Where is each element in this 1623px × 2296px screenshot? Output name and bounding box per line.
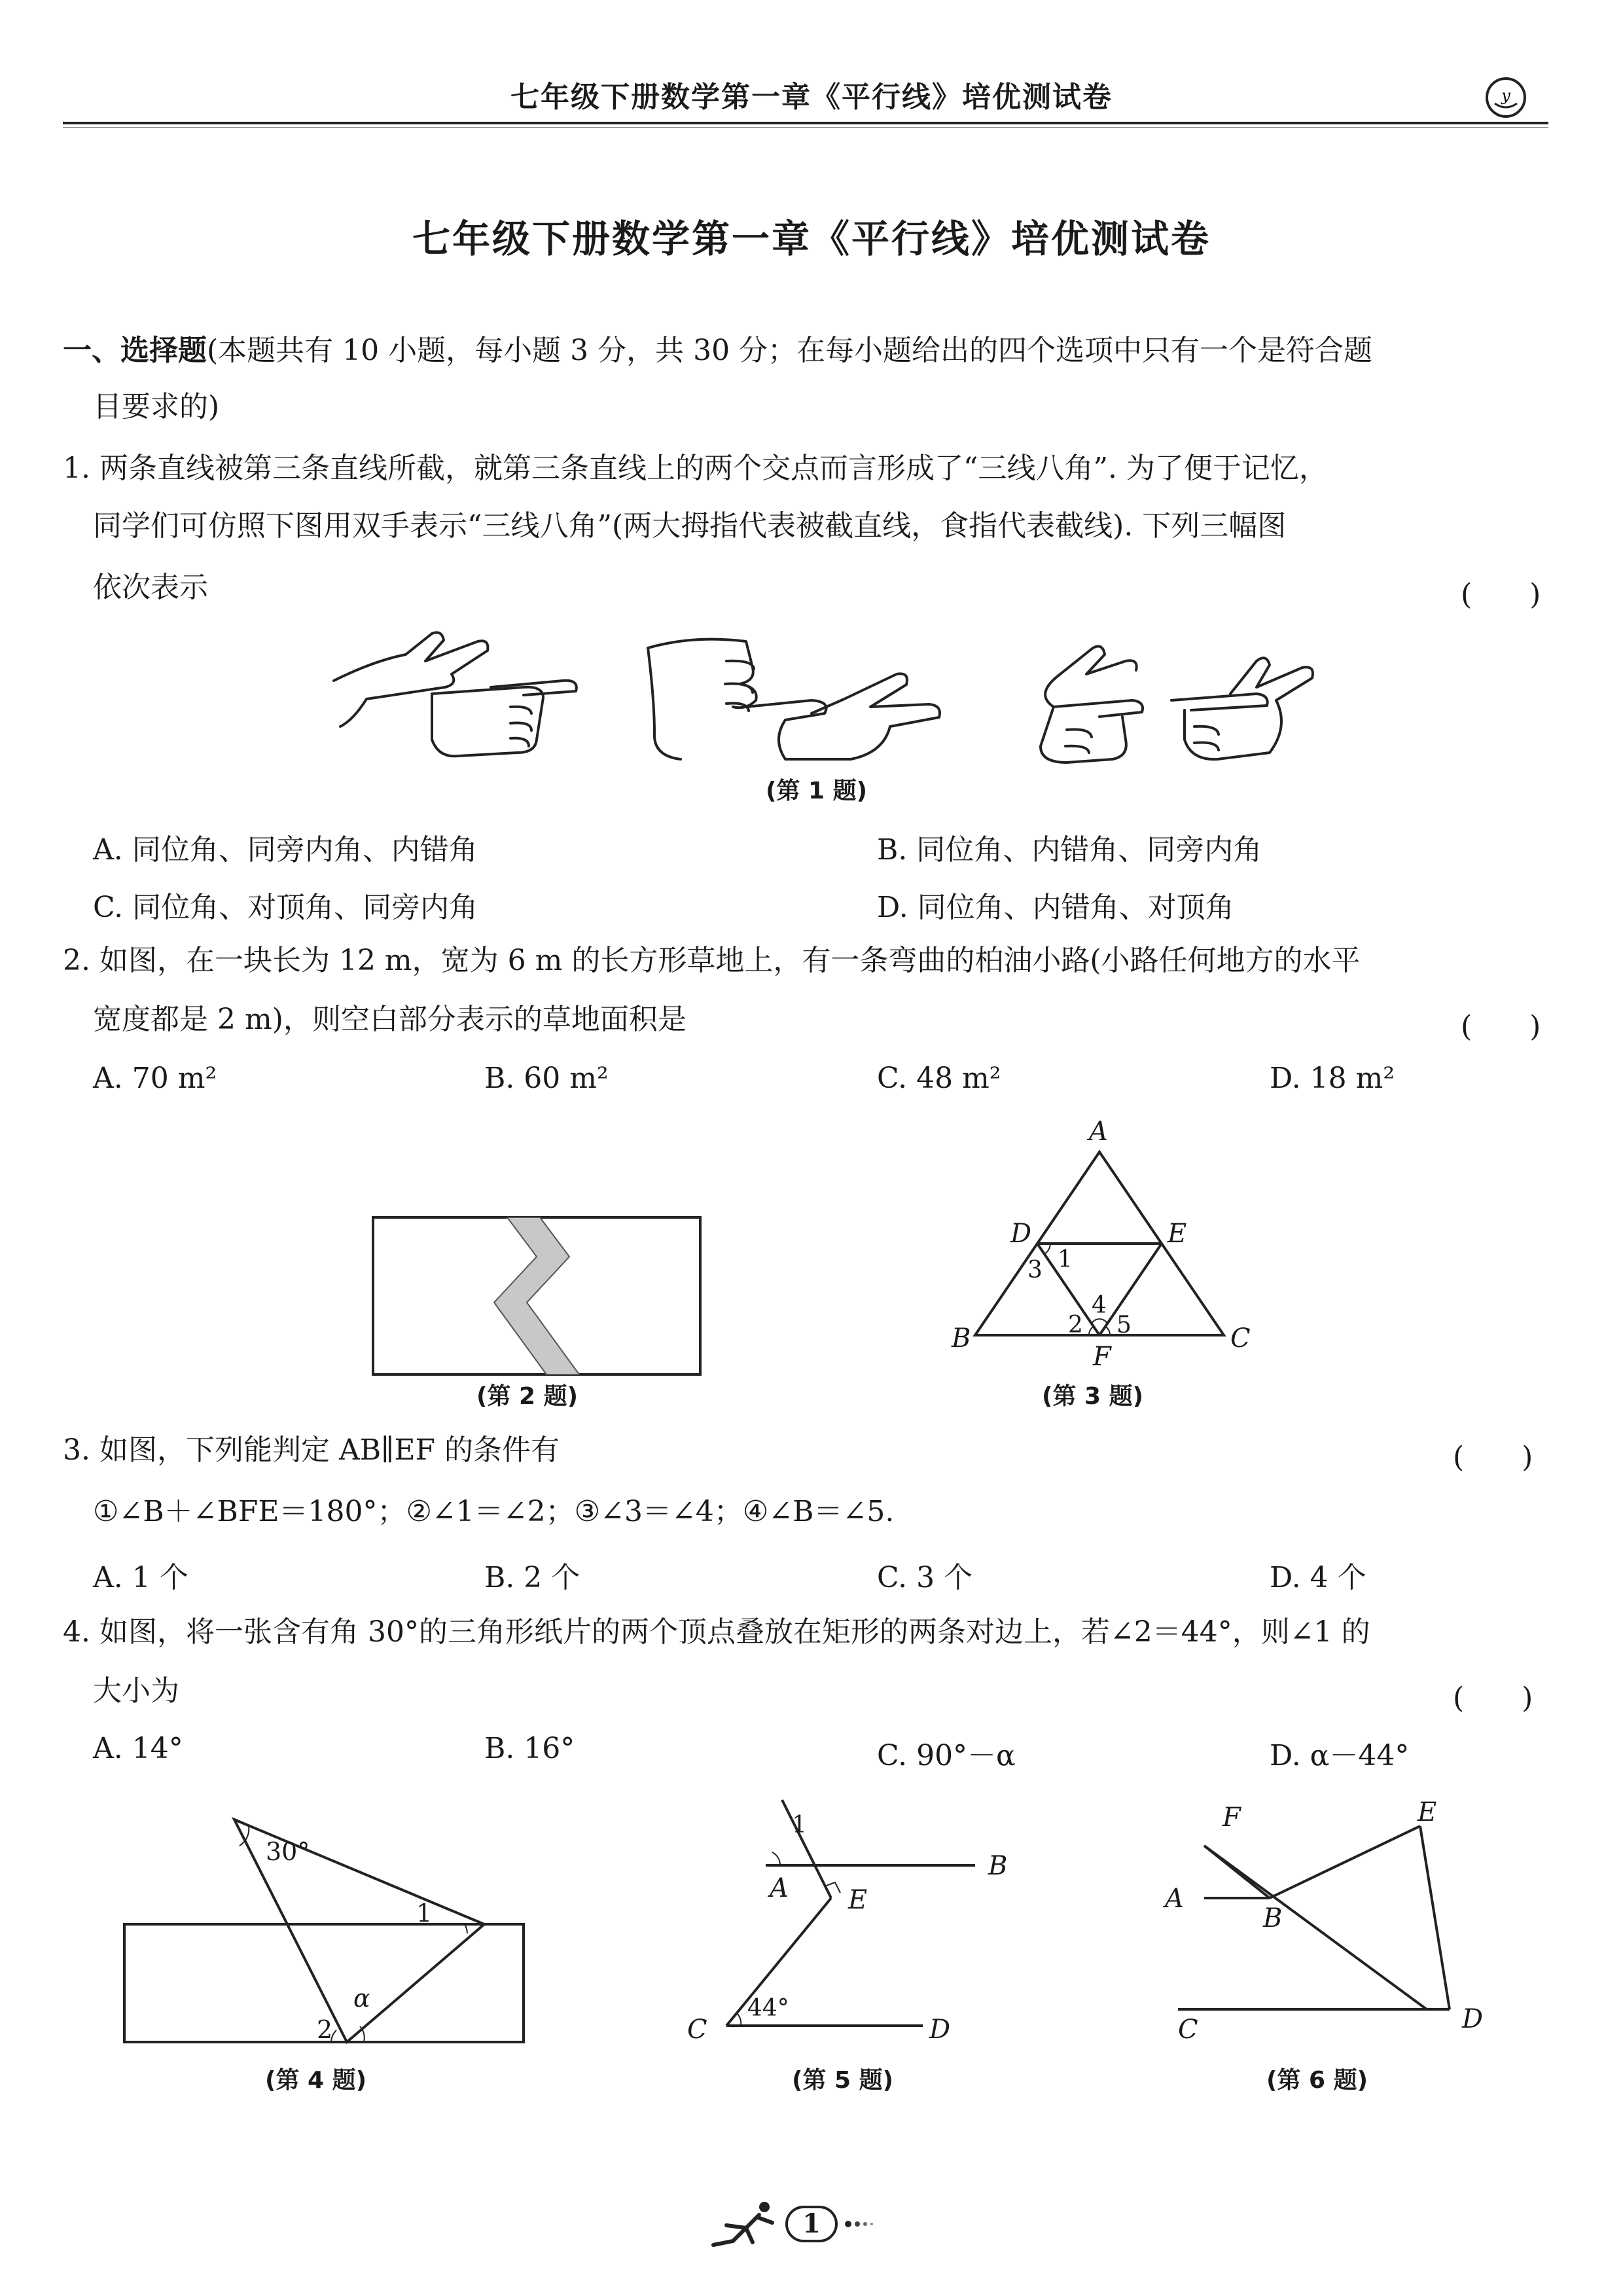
figure-3 — [942, 1113, 1283, 1374]
fig4-angle-2: 2 — [317, 2015, 333, 2044]
section-heading: 一、选择题 — [63, 334, 207, 367]
q2-line2: 宽度都是 2 m)，则空白部分表示的草地面积是 — [93, 1003, 687, 1036]
logo-letter: y — [1501, 86, 1510, 105]
q3-line2: ①∠B＋∠BFE＝180°；②∠1＝∠2；③∠3＝∠4；④∠B＝∠5. — [93, 1495, 895, 1528]
section-1-line1 — [63, 332, 1372, 369]
q1-option-d: D. 同位角、内错角、对顶角 — [877, 891, 1234, 924]
q2-option-a: A. 70 m² — [93, 1062, 217, 1095]
fig4-angle-alpha: α — [353, 1984, 370, 2013]
q3-option-d: D. 4 个 — [1270, 1561, 1366, 1594]
q3-option-b: B. 2 个 — [484, 1561, 580, 1594]
running-header: 七年级下册数学第一章《平行线》培优测试卷 — [510, 81, 1113, 114]
figure-4 — [118, 1800, 543, 2062]
figure-6 — [1152, 1793, 1518, 2055]
fig3-label-a: A — [1089, 1117, 1108, 1147]
q4-answer-paren: ( ) — [1453, 1681, 1533, 1715]
fig5-angle-44: 44° — [747, 1995, 789, 2022]
fig3-angle-4: 4 — [1092, 1292, 1107, 1319]
fig5-label-a: A — [770, 1873, 789, 1903]
fig6-label-f: F — [1222, 1803, 1241, 1833]
q1-figure-caption: (第 1 题) — [766, 778, 868, 804]
fig5-label-e: E — [848, 1885, 868, 1915]
fig6-label-a: A — [1165, 1884, 1184, 1914]
q1-option-a: A. 同位角、同旁内角、内错角 — [93, 833, 478, 867]
q5-figure-caption: (第 5 题) — [792, 2067, 894, 2094]
q1-line2: 同学们可仿照下图用双手表示“三线八角”(两大拇指代表被截直线，食指代表截线). 下列三幅图 — [93, 509, 1287, 543]
q3-figure-caption: (第 3 题) — [1042, 1383, 1144, 1410]
q1-option-b: B. 同位角、内错角、同旁内角 — [877, 833, 1262, 867]
fig3-label-f: F — [1093, 1342, 1111, 1372]
q4-option-a: A. 14° — [93, 1732, 183, 1765]
fig5-label-d: D — [929, 2015, 951, 2045]
q4-option-d: D. α－44° — [1270, 1739, 1410, 1772]
q2-line1: 2. 如图，在一块长为 12 m，宽为 6 m 的长方形草地上，有一条弯曲的柏油小路(小路任何地方的水平 — [63, 944, 1361, 977]
q1-option-c: C. 同位角、对顶角、同旁内角 — [93, 891, 478, 924]
asphalt-road — [494, 1217, 579, 1374]
q2-option-d: D. 18 m² — [1270, 1062, 1395, 1095]
q2-option-c: C. 48 m² — [877, 1062, 1001, 1095]
q3-line1: 3. 如图，下列能判定 AB∥EF 的条件有 — [63, 1433, 560, 1467]
fig5-label-b: B — [988, 1851, 1008, 1881]
fig6-label-c: C — [1178, 2015, 1198, 2045]
hands-figure — [327, 622, 1335, 766]
section-desc-2: 目要求的) — [93, 390, 220, 423]
q1-line3: 依次表示 — [93, 571, 208, 604]
fig3-angle-2: 2 — [1068, 1312, 1083, 1338]
fig4-angle-30: 30° — [266, 1837, 310, 1866]
q4-line1: 4. 如图，将一张含有角 30°的三角形纸片的两个顶点叠放在矩形的两条对边上，若∠2＝44°，则∠1 的 — [63, 1615, 1370, 1649]
q4-option-b: B. 16° — [484, 1732, 575, 1765]
fig4-angle-1: 1 — [416, 1899, 433, 1928]
fig5-label-c: C — [687, 2015, 707, 2045]
q3-answer-paren: ( ) — [1453, 1441, 1533, 1474]
q1-answer-paren: ( ) — [1461, 578, 1541, 611]
page-number: 1 — [785, 2206, 838, 2242]
q1-line1: 1. 两条直线被第三条直线所截，就第三条直线上的两个交点而言形成了“三线八角”. 为了便于记忆， — [63, 452, 1328, 485]
footer-dots — [844, 2217, 883, 2231]
fig3-angle-1: 1 — [1058, 1246, 1073, 1273]
section-desc-1: (本题共有 10 小题，每小题 3 分，共 30 分；在每小题给出的四个选项中只有一个是符合题 — [207, 334, 1373, 367]
q6-figure-caption: (第 6 题) — [1266, 2067, 1368, 2094]
publisher-logo-icon — [1486, 77, 1526, 118]
fig3-angle-5: 5 — [1116, 1312, 1132, 1338]
q3-option-c: C. 3 个 — [877, 1561, 973, 1594]
header-rule-thin — [63, 127, 1548, 128]
fig6-label-b: B — [1263, 1903, 1283, 1933]
fig6-label-d: D — [1462, 2004, 1484, 2034]
page-title: 七年级下册数学第一章《平行线》培优测试卷 — [412, 217, 1211, 261]
fig3-label-b: B — [952, 1323, 971, 1354]
fig3-label-c: C — [1230, 1323, 1251, 1354]
fig3-label-e: E — [1168, 1219, 1187, 1249]
q2-option-b: B. 60 m² — [484, 1062, 609, 1095]
runner-icon — [700, 2199, 785, 2249]
fig6-label-e: E — [1418, 1797, 1437, 1827]
q2-figure-caption: (第 2 题) — [476, 1383, 579, 1410]
figure-5 — [668, 1793, 1047, 2055]
fig3-angle-3: 3 — [1027, 1257, 1043, 1283]
header-rule — [63, 122, 1548, 124]
q2-answer-paren: ( ) — [1461, 1010, 1541, 1043]
q4-option-c: C. 90°－α — [877, 1739, 1016, 1772]
q3-option-a: A. 1 个 — [93, 1561, 188, 1594]
fig5-angle-1: 1 — [792, 1812, 807, 1839]
figure-2 — [366, 1211, 707, 1381]
fig3-label-d: D — [1010, 1219, 1032, 1249]
q4-line2: 大小为 — [93, 1674, 179, 1708]
q4-figure-caption: (第 4 题) — [265, 2067, 367, 2094]
